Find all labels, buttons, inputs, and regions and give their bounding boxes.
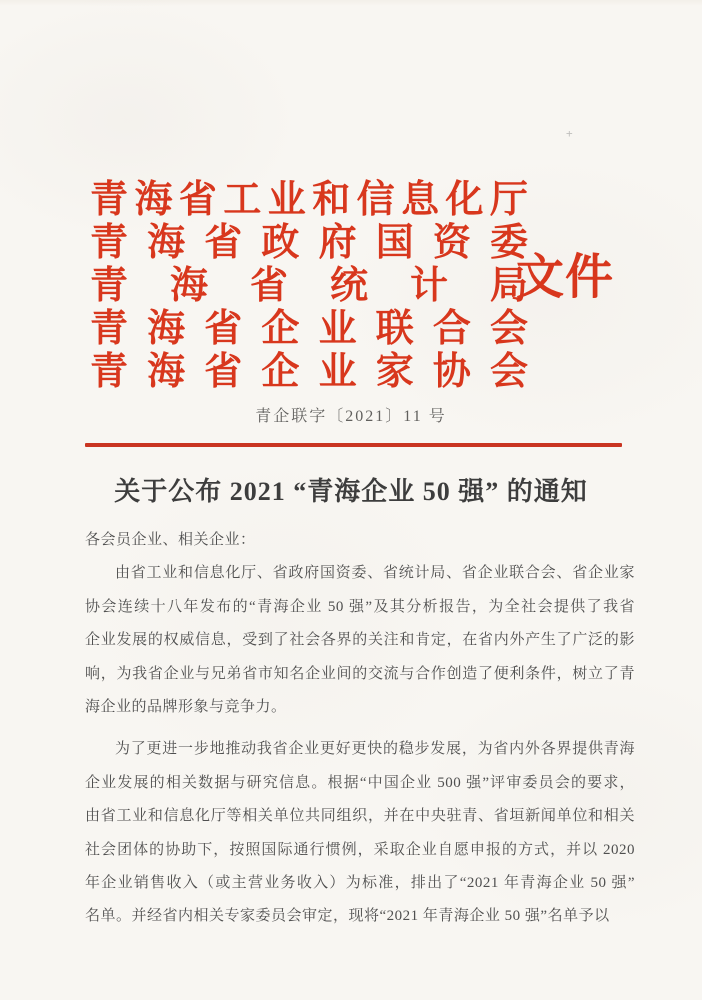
body-line: 由省工业和信息化厅等相关单位共同组织，并在中央驻青、省垣新闻单位和相关 xyxy=(85,808,635,825)
salutation: 各会员企业、相关企业： xyxy=(85,532,256,548)
letterhead-org-line-5: 青 海 省 企 业 家 协 会 xyxy=(90,350,528,393)
paragraph-2 xyxy=(85,733,635,933)
letterhead-org-line-2: 青 海 省 政 府 国 资 委 xyxy=(90,221,528,264)
body-line: 企业发展的相关数据与研究信息。根据“中国企业 500 强”评审委员会的要求， xyxy=(85,774,635,791)
letterhead-org-line-3: 青 海 省 统 计 局 xyxy=(90,264,528,307)
registration-mark: + xyxy=(566,127,573,140)
letterhead-org-line-1: 青 海 省 工 业 和 信 息 化 厅 xyxy=(90,178,528,221)
letterhead xyxy=(90,178,528,393)
body-line: 年企业销售收入（或主营业务收入）为标准，排出了“2021 年青海企业 50 强” xyxy=(85,875,635,892)
document-title: 关于公布 2021 “青海企业 50 强” 的通知 xyxy=(114,477,588,506)
red-divider-line xyxy=(85,443,622,447)
body-line: 协会连续十八年发布的“青海企业 50 强”及其分析报告，为全社会提供了我省 xyxy=(85,598,635,615)
document-body xyxy=(85,524,635,934)
letterhead-org-line-4: 青 海 省 企 业 联 合 会 xyxy=(90,307,528,350)
body-line: 响，为我省企业与兄弟省市知名企业间的交流与合作创造了便利条件，树立了青 xyxy=(85,665,635,682)
paragraph-1 xyxy=(85,557,635,724)
body-line: 企业发展的权威信息，受到了社会各界的关注和肯定，在省内外产生了广泛的影 xyxy=(85,632,635,649)
body-line: 社会团体的协助下，按照国际通行惯例，采取企业自愿申报的方式，并以 2020 xyxy=(85,841,635,858)
body-line: 为了更进一步地推动我省企业更好更快的稳步发展，为省内外各界提供青海 xyxy=(115,741,635,758)
document-label: 文件 xyxy=(516,251,615,304)
body-line: 海企业的品牌形象与竞争力。 xyxy=(85,699,287,716)
reference-number: 青企联字〔2021〕11 号 xyxy=(255,408,447,425)
body-line: 名单。并经省内相关专家委员会审定，现将“2021 年青海企业 50 强”名单予以 xyxy=(85,908,610,925)
body-line: 由省工业和信息化厅、省政府国资委、省统计局、省企业联合会、省企业家 xyxy=(115,565,635,582)
